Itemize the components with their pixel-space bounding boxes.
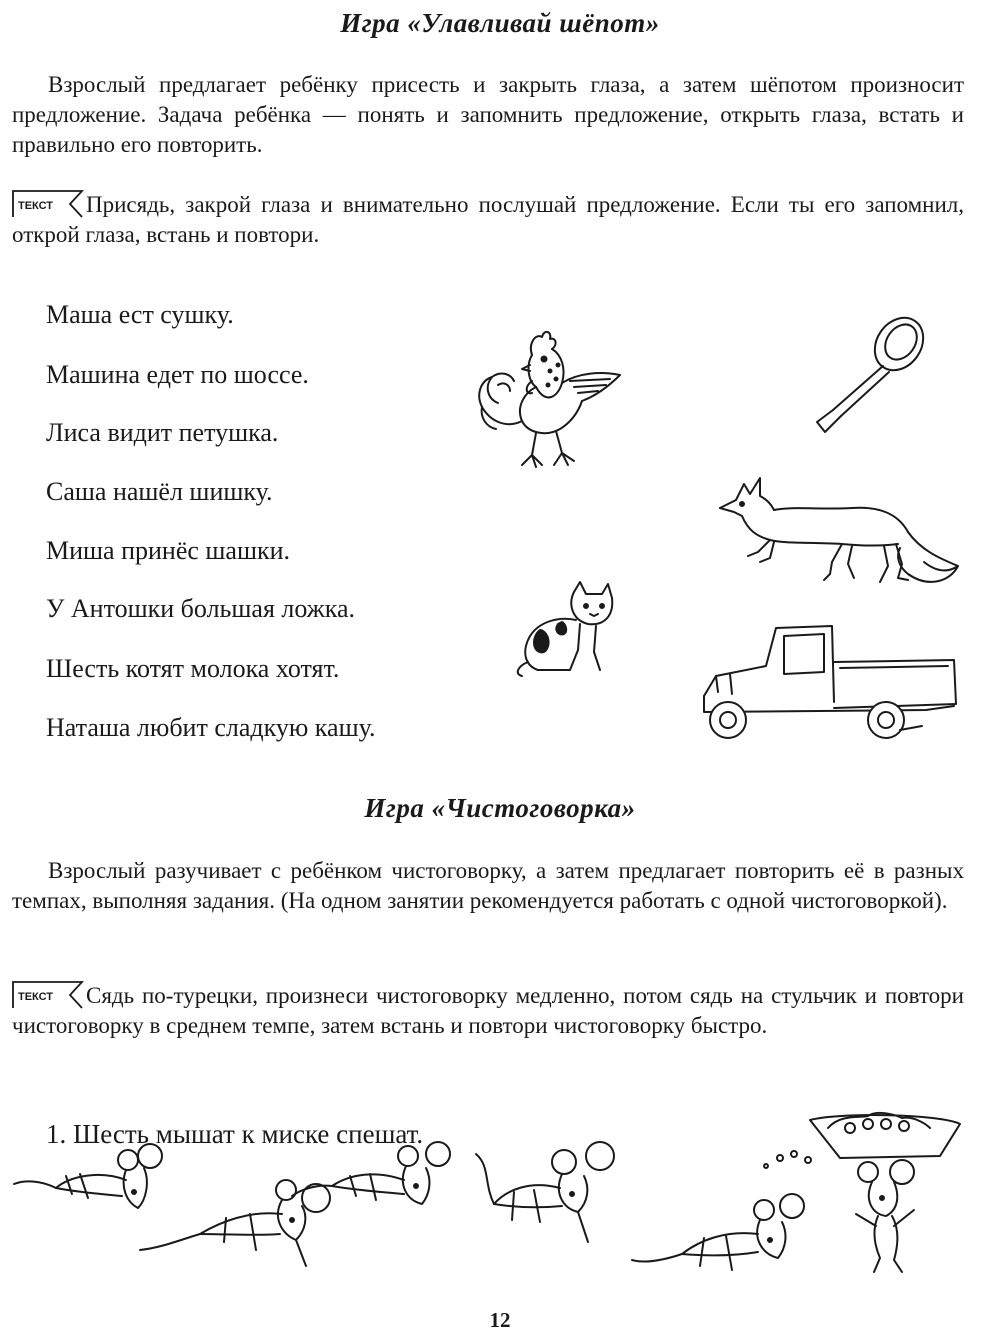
sentence-item: Шесть котят молока хотят.	[46, 654, 340, 683]
section2-instruction-block	[12, 981, 964, 1041]
cat-illustration	[510, 580, 630, 680]
text-tag-label: ТЕКСТ	[18, 991, 54, 1003]
section1-instruction-block	[12, 190, 964, 250]
truck-illustration	[700, 620, 960, 750]
spoon-illustration	[805, 310, 935, 440]
rooster-illustration	[470, 325, 630, 475]
text-tag-label: ТЕКСТ	[18, 200, 54, 212]
text-tag-icon	[12, 981, 82, 1007]
fox-illustration	[712, 470, 967, 600]
sentence-item: Лиса видит петушка.	[46, 418, 279, 447]
section1-title: Игра «Улавливай шёпот»	[340, 8, 660, 38]
section1-instruction: Присядь, закрой глаза и внимательно послушай предложение. Если ты его запомнил, открой глаза, встань и повтори.	[12, 192, 964, 247]
section2-description: Взрослый разучивает с ребёнком чистоговорку, а затем предлагает повторить её в разных темпах, выполняя задания. (На одном занятии рекомендуется работать с одной чистоговоркой).	[12, 858, 964, 913]
sentence-item: Наташа любит сладкую кашу.	[46, 713, 376, 742]
tongue-twister-item: 1. Шесть мышат к миске спешат.	[46, 1119, 424, 1149]
sentence-item: Миша принёс шашки.	[46, 536, 291, 565]
sentence-item: Маша ест сушку.	[46, 300, 234, 329]
page-number: 12	[489, 1308, 511, 1332]
text-tag-icon	[12, 190, 82, 216]
section2-instruction: Сядь по-турецки, произнеси чистоговорку медленно, потом сядь на стульчик и повтори чистоговорку в среднем темпе, затем встань и повтори чистоговорку быстро.	[12, 983, 964, 1038]
section1-description: Взрослый предлагает ребёнку присесть и закрыть глаза, а затем шёпотом произносит предложение. Задача ребёнка — понять и запомнить предложение, открыть глаза, встать и правильно его повторить.	[12, 72, 964, 157]
sentence-item: Саша нашёл шишку.	[46, 477, 273, 506]
sentence-item: Машина едет по шоссе.	[46, 360, 309, 389]
bowl-icon	[764, 1113, 960, 1168]
sentence-item: У Антошки большая ложка.	[46, 594, 355, 623]
section2-title: Игра «Чистоговорка»	[364, 793, 636, 823]
mice-running-illustration	[10, 1110, 985, 1290]
